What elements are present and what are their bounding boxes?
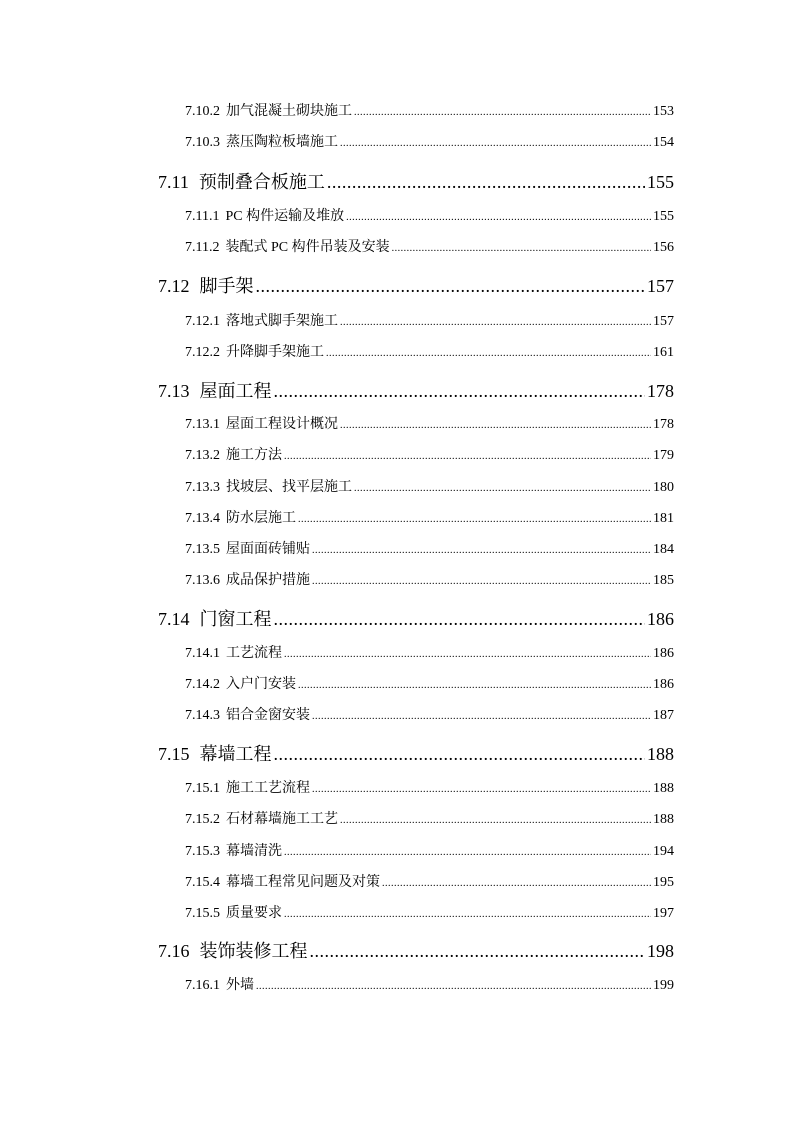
toc-dot-leader: [326, 345, 651, 361]
toc-page-number: 178: [647, 381, 674, 401]
toc-entry-title: 施工方法: [226, 448, 282, 463]
toc-dot-leader: [382, 875, 651, 891]
toc-entry-number: 7.13.1: [185, 417, 220, 432]
toc-entry-number: 7.13.5: [185, 542, 220, 557]
toc-subsection-entry[interactable]: [185, 808, 674, 828]
toc-dot-leader: [327, 172, 645, 193]
toc-dot-leader: [312, 542, 651, 558]
toc-entry-title: 幕墙工程常见问题及对策: [226, 875, 380, 890]
toc-dot-leader: [392, 240, 651, 256]
toc-entry-title: 幕墙清洗: [226, 844, 282, 859]
toc-dot-leader: [284, 646, 651, 662]
toc-dot-leader: [284, 448, 651, 464]
toc-subsection-entry[interactable]: [185, 444, 674, 464]
toc-entry-title: 装配式 PC 构件吊装及安装: [225, 240, 390, 255]
toc-page-number: 161: [653, 345, 674, 360]
toc-entry-number: 7.11: [158, 172, 189, 192]
toc-entry-title: 屋面工程: [199, 381, 272, 401]
toc-page-number: 154: [653, 135, 674, 150]
toc-subsection-entry[interactable]: [185, 642, 674, 662]
toc-page-number: 186: [653, 646, 674, 661]
toc-dot-leader: [274, 744, 646, 765]
toc-dot-leader: [340, 812, 651, 828]
toc-page-number: 188: [653, 812, 674, 827]
toc-entry-number: 7.13.4: [185, 511, 220, 526]
toc-entry-title: 加气混凝土砌块施工: [226, 104, 352, 119]
toc-entry-title: 质量要求: [226, 906, 282, 921]
toc-entry-title: 铝合金窗安装: [226, 708, 310, 723]
toc-entry-number: 7.15.5: [185, 906, 220, 921]
toc-page-number: 199: [653, 978, 674, 993]
toc-entry-title: 施工工艺流程: [226, 781, 310, 796]
toc-page-number: 197: [653, 906, 674, 921]
toc-subsection-entry[interactable]: [185, 673, 674, 693]
toc-subsection-entry[interactable]: [185, 476, 674, 496]
toc-page-number: 188: [653, 781, 674, 796]
toc-entry-number: 7.13.3: [185, 480, 220, 495]
toc-entry-number: 7.13.2: [185, 448, 220, 463]
toc-subsection-entry[interactable]: [185, 902, 674, 922]
toc-page-number: 181: [653, 511, 674, 526]
toc-subsection-entry[interactable]: [185, 205, 674, 225]
toc-dot-leader: [274, 381, 646, 402]
toc-dot-leader: [284, 844, 651, 860]
toc-subsection-entry[interactable]: [185, 507, 674, 527]
toc-page-number: 185: [653, 573, 674, 588]
toc-entry-title: 蒸压陶粒板墙施工: [226, 135, 338, 150]
toc-dot-leader: [256, 276, 646, 297]
toc-entry-title: 外墙: [226, 978, 254, 993]
toc-dot-leader: [354, 104, 651, 120]
toc-page-number: 195: [653, 875, 674, 890]
toc-entry-title: 预制叠合板施工: [198, 172, 325, 192]
toc-entry-number: 7.13: [158, 381, 190, 401]
toc-entry-number: 7.15.3: [185, 844, 220, 859]
toc-subsection-entry[interactable]: [185, 341, 674, 361]
toc-entry-number: 7.11.2: [185, 240, 220, 255]
toc-entry-number: 7.11.1: [185, 209, 220, 224]
toc-page-number: 155: [653, 209, 674, 224]
toc-dot-leader: [298, 677, 651, 693]
toc-entry-number: 7.14.2: [185, 677, 220, 692]
toc-dot-leader: [340, 135, 651, 151]
toc-entry-title: 落地式脚手架施工: [226, 314, 338, 329]
toc-page-number: 157: [647, 276, 674, 296]
toc-section-entry[interactable]: [158, 377, 674, 403]
toc-entry-title: 工艺流程: [226, 646, 282, 661]
toc-section-entry[interactable]: [158, 937, 674, 963]
toc-section-entry[interactable]: [158, 272, 674, 298]
toc-subsection-entry[interactable]: [185, 777, 674, 797]
toc-entry-number: 7.14: [158, 609, 190, 629]
toc-entry-number: 7.10.3: [185, 135, 220, 150]
toc-entry-number: 7.12.2: [185, 345, 220, 360]
toc-subsection-entry[interactable]: [185, 100, 674, 120]
toc-entry-title: 幕墙工程: [199, 744, 272, 764]
toc-dot-leader: [284, 906, 651, 922]
toc-entry-title: 成品保护措施: [226, 573, 310, 588]
toc-dot-leader: [312, 573, 651, 589]
toc-dot-leader: [312, 781, 651, 797]
toc-entry-title: 装饰装修工程: [199, 941, 308, 961]
toc-page-number: 178: [653, 417, 674, 432]
toc-subsection-entry[interactable]: [185, 871, 674, 891]
toc-dot-leader: [346, 209, 651, 225]
toc-dot-leader: [256, 978, 651, 994]
toc-entry-number: 7.14.3: [185, 708, 220, 723]
toc-page-number: 155: [647, 172, 674, 192]
toc-subsection-entry[interactable]: [185, 569, 674, 589]
toc-subsection-entry[interactable]: [185, 840, 674, 860]
toc-subsection-entry[interactable]: [185, 310, 674, 330]
toc-page-number: 186: [653, 677, 674, 692]
toc-subsection-entry[interactable]: [185, 236, 674, 256]
toc-dot-leader: [310, 941, 646, 962]
toc-page-number: 187: [653, 708, 674, 723]
toc-page-number: 186: [647, 609, 674, 629]
toc-page-number: 179: [653, 448, 674, 463]
toc-entry-number: 7.15.2: [185, 812, 220, 827]
toc-page-number: 198: [647, 941, 674, 961]
toc-entry-number: 7.15.1: [185, 781, 220, 796]
toc-subsection-entry[interactable]: [185, 704, 674, 724]
toc-entry-number: 7.16.1: [185, 978, 220, 993]
toc-entry-title: 屋面面砖铺贴: [226, 542, 310, 557]
toc-entry-number: 7.15: [158, 744, 190, 764]
toc-entry-title: 门窗工程: [199, 609, 272, 629]
toc-entry-title: 石材幕墙施工工艺: [226, 812, 338, 827]
toc-section-entry[interactable]: [158, 740, 674, 766]
toc-entry-title: 屋面工程设计概况: [226, 417, 338, 432]
toc-entry-number: 7.14.1: [185, 646, 220, 661]
toc-page-number: 156: [653, 240, 674, 255]
toc-entry-title: 找坡层、找平层施工: [226, 480, 352, 495]
toc-page-number: 188: [647, 744, 674, 764]
toc-entry-number: 7.12.1: [185, 314, 220, 329]
toc-entry-title: PC 构件运输及堆放: [225, 209, 345, 224]
toc-entry-title: 防水层施工: [226, 511, 296, 526]
toc-dot-leader: [340, 417, 651, 433]
toc-dot-leader: [354, 480, 651, 496]
toc-page-number: 194: [653, 844, 674, 859]
toc-section-entry[interactable]: [158, 168, 674, 194]
toc-subsection-entry[interactable]: [185, 538, 674, 558]
toc-entry-title: 入户门安装: [226, 677, 296, 692]
toc-entry-title: 升降脚手架施工: [226, 345, 324, 360]
toc-dot-leader: [274, 609, 646, 630]
toc-page-number: 184: [653, 542, 674, 557]
toc-subsection-entry[interactable]: [185, 413, 674, 433]
toc-entry-number: 7.15.4: [185, 875, 220, 890]
toc-subsection-entry[interactable]: [185, 974, 674, 994]
toc-page-number: 180: [653, 480, 674, 495]
toc-dot-leader: [340, 314, 651, 330]
toc-entry-number: 7.12: [158, 276, 190, 296]
toc-entry-number: 7.13.6: [185, 573, 220, 588]
toc-dot-leader: [298, 511, 651, 527]
toc-dot-leader: [312, 708, 651, 724]
toc-page-number: 157: [653, 314, 674, 329]
toc-subsection-entry[interactable]: [185, 131, 674, 151]
toc-entry-number: 7.16: [158, 941, 190, 961]
toc-section-entry[interactable]: [158, 605, 674, 631]
toc-entry-number: 7.10.2: [185, 104, 220, 119]
toc-entry-title: 脚手架: [199, 276, 254, 296]
toc-page-number: 153: [653, 104, 674, 119]
